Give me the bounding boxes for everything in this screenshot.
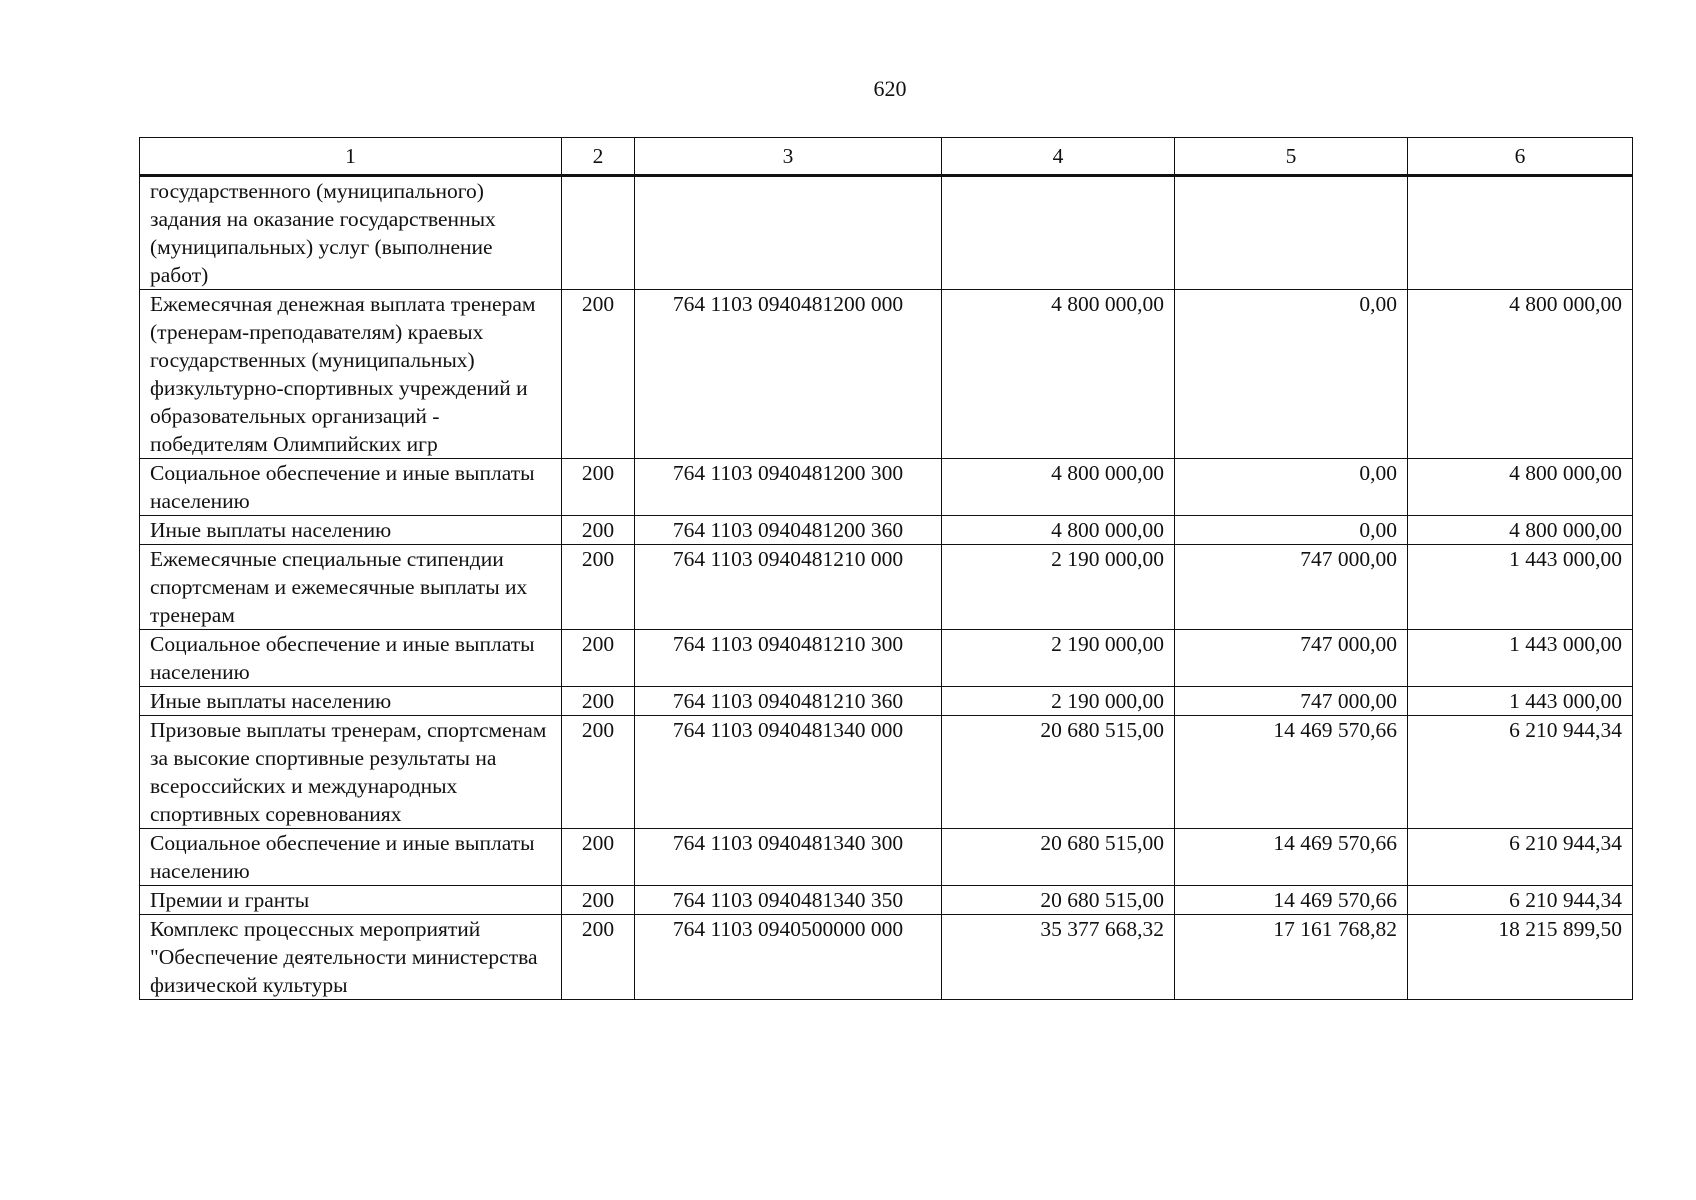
row-col2-cell: 200 [562,716,635,829]
table-row [140,290,1633,459]
row-name-cell: Социальное обеспечение и иные выплаты населению [140,829,562,886]
row-col6-cell: 18 215 899,50 [1408,915,1633,1000]
table-body [140,176,1633,1000]
row-col4-cell: 35 377 668,32 [942,915,1175,1000]
row-col6-cell: 6 210 944,34 [1408,829,1633,886]
row-col2-cell: 200 [562,290,635,459]
row-col4-cell: 20 680 515,00 [942,829,1175,886]
row-col5-cell: 0,00 [1175,290,1408,459]
row-col5-cell: 14 469 570,66 [1175,716,1408,829]
row-name-cell: Комплекс процессных мероприятий "Обеспечение деятельности министерства физической культуры [140,915,562,1000]
row-name-cell: Ежемесячная денежная выплата тренерам (тренерам-преподавателям) краевых государственных (муниципальных) физкультурно-спортивных учреждений и образовательных организаций - победителям Олимпийских игр [140,290,562,459]
row-name-cell: Социальное обеспечение и иные выплаты населению [140,459,562,516]
row-col4-cell [942,176,1175,290]
row-name-cell: Ежемесячные специальные стипендии спортсменам и ежемесячные выплаты их тренерам [140,545,562,630]
header-row [140,138,1633,176]
budget-table [139,137,1633,1000]
table-row [140,459,1633,516]
row-col6-cell: 6 210 944,34 [1408,886,1633,915]
row-col5-cell: 17 161 768,82 [1175,915,1408,1000]
row-name-cell: Премии и гранты [140,886,562,915]
row-col6-cell: 1 443 000,00 [1408,545,1633,630]
row-code-cell: 764 1103 0940481200 000 [635,290,942,459]
row-col5-cell: 14 469 570,66 [1175,886,1408,915]
row-code-cell: 764 1103 0940481340 300 [635,829,942,886]
table-row [140,829,1633,886]
row-code-cell: 764 1103 0940481210 000 [635,545,942,630]
row-col6-cell: 1 443 000,00 [1408,687,1633,716]
row-name-cell: Иные выплаты населению [140,687,562,716]
row-col4-cell: 4 800 000,00 [942,516,1175,545]
row-code-cell: 764 1103 0940481340 350 [635,886,942,915]
row-col6-cell: 4 800 000,00 [1408,459,1633,516]
row-col4-cell: 20 680 515,00 [942,886,1175,915]
column-header-4: 4 [942,138,1175,176]
page-number: 620 [873,76,907,101]
table-row [140,630,1633,687]
row-code-cell: 764 1103 0940481200 360 [635,516,942,545]
table-row [140,915,1633,1000]
row-code-cell: 764 1103 0940481340 000 [635,716,942,829]
row-col5-cell: 747 000,00 [1175,545,1408,630]
row-col5-cell: 0,00 [1175,459,1408,516]
row-col4-cell: 20 680 515,00 [942,716,1175,829]
row-col4-cell: 2 190 000,00 [942,545,1175,630]
row-name-cell: Призовые выплаты тренерам, спортсменам за высокие спортивные результаты на всероссийских и международных спортивных соревнованиях [140,716,562,829]
row-col2-cell: 200 [562,630,635,687]
row-col2-cell: 200 [562,459,635,516]
table-row [140,716,1633,829]
row-name-cell: Социальное обеспечение и иные выплаты населению [140,630,562,687]
table-row [140,545,1633,630]
row-col6-cell: 4 800 000,00 [1408,290,1633,459]
column-header-6: 6 [1408,138,1633,176]
row-col4-cell: 4 800 000,00 [942,459,1175,516]
row-code-cell: 764 1103 0940500000 000 [635,915,942,1000]
row-col2-cell: 200 [562,545,635,630]
row-code-cell: 764 1103 0940481200 300 [635,459,942,516]
row-col2-cell: 200 [562,687,635,716]
row-col6-cell: 1 443 000,00 [1408,630,1633,687]
column-header-1: 1 [140,138,562,176]
row-name-cell: государственного (муниципального) задания на оказание государственных (муниципальных) услуг (выполнение работ) [140,176,562,290]
column-header-5: 5 [1175,138,1408,176]
row-col6-cell: 4 800 000,00 [1408,516,1633,545]
table-row [140,176,1633,290]
row-code-cell [635,176,942,290]
row-col5-cell: 747 000,00 [1175,687,1408,716]
row-col6-cell [1408,176,1633,290]
row-col5-cell: 14 469 570,66 [1175,829,1408,886]
row-col4-cell: 4 800 000,00 [942,290,1175,459]
row-code-cell: 764 1103 0940481210 360 [635,687,942,716]
row-col6-cell: 6 210 944,34 [1408,716,1633,829]
table-row [140,886,1633,915]
table-row [140,516,1633,545]
row-col2-cell [562,176,635,290]
row-col4-cell: 2 190 000,00 [942,687,1175,716]
row-col5-cell: 747 000,00 [1175,630,1408,687]
row-col2-cell: 200 [562,829,635,886]
row-col4-cell: 2 190 000,00 [942,630,1175,687]
row-col2-cell: 200 [562,886,635,915]
row-code-cell: 764 1103 0940481210 300 [635,630,942,687]
table-row [140,687,1633,716]
row-col2-cell: 200 [562,915,635,1000]
row-col5-cell [1175,176,1408,290]
row-col2-cell: 200 [562,516,635,545]
row-col5-cell: 0,00 [1175,516,1408,545]
row-name-cell: Иные выплаты населению [140,516,562,545]
column-header-3: 3 [635,138,942,176]
column-header-2: 2 [562,138,635,176]
